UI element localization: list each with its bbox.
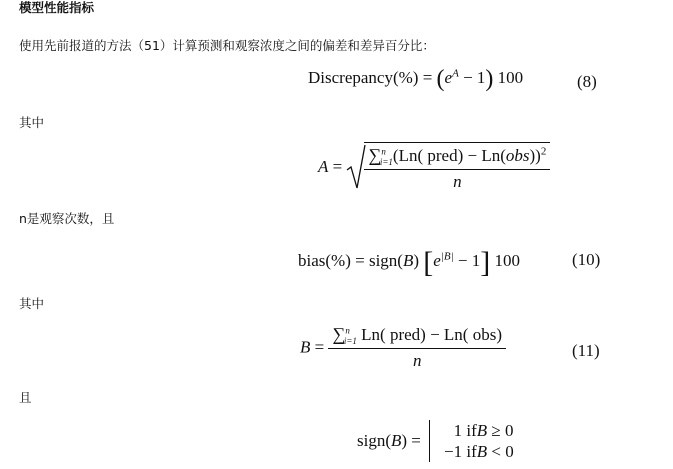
section-heading: 模型性能指标 xyxy=(19,0,95,15)
n-note: n是观察次数，且 xyxy=(19,211,115,226)
sqrt-radical xyxy=(346,144,366,190)
and-label: 且 xyxy=(19,390,32,405)
where-label-1: 其中 xyxy=(19,115,45,130)
equation-number-10: (10) xyxy=(572,250,601,269)
equation-A: A = $\frac{\sum^n_{i=1}(Ln( pred) - Ln(obs))^2}{n}$ xyxy=(318,142,550,192)
equation-sign: sign(B) = 1 ifB ≥ 0 −1 ifB < 0 xyxy=(357,421,514,461)
case-negative: −1 ifB < 0 xyxy=(444,442,514,461)
equation-discrepancy: Discrepancy(%) = $(e^A - 1)$ 100 xyxy=(308,66,524,92)
intro-text: 使用先前报道的方法（51）计算预测和观察浓度之间的偏差和差异百分比： xyxy=(19,38,435,53)
case-nonnegative: 1 ifB ≥ 0 xyxy=(453,421,514,440)
cases-block xyxy=(429,420,514,462)
equation-number-11: (11) xyxy=(572,341,600,360)
equation-bias: bias(%) = sign(B) $[e^{|B|} - 1]$ 100 xyxy=(298,246,520,279)
equation-number-8: (8) xyxy=(577,72,597,91)
where-label-2: 其中 xyxy=(19,296,45,311)
equation-B: B = $\frac{\sum^n_{i=1} Ln( pred) - Ln( obs)}{n}$ xyxy=(300,324,506,371)
